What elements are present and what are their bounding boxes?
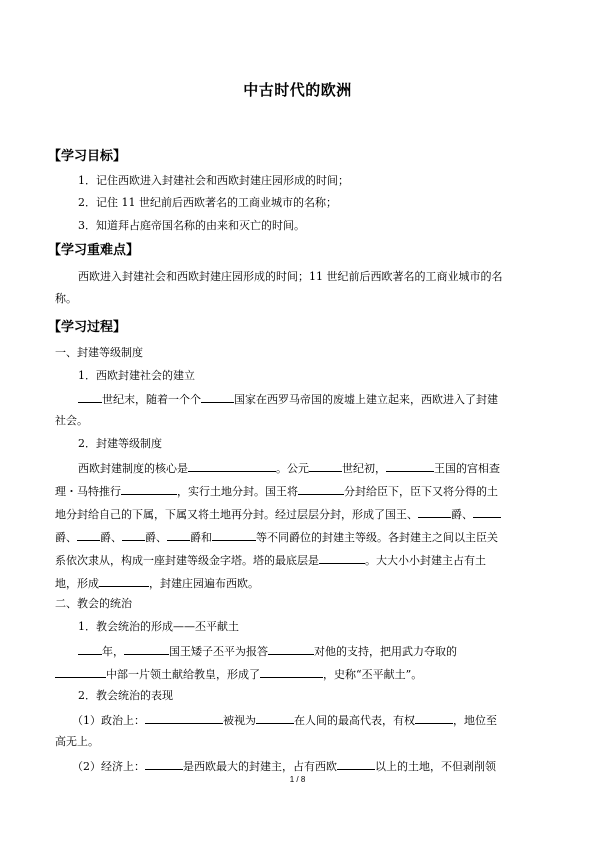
fill-blank[interactable] xyxy=(298,483,344,495)
key-points-line-2: 称。 xyxy=(55,292,77,305)
p2-line-6: 地，形成 ，封建庄园遍布西欧。 xyxy=(55,577,259,590)
p3-line-1: 年， 国王矮子丕平为报答 对他的支持，把用武力夺取的 xyxy=(78,643,457,659)
fill-blank[interactable] xyxy=(256,712,294,724)
fill-blank[interactable] xyxy=(145,712,223,724)
fill-blank[interactable] xyxy=(201,391,234,403)
page-number: 1 / 8 xyxy=(289,775,306,784)
fill-blank[interactable] xyxy=(386,460,434,472)
fill-blank[interactable] xyxy=(415,712,453,724)
fill-blank[interactable] xyxy=(99,575,149,587)
fill-blank[interactable] xyxy=(167,529,190,541)
fill-blank[interactable] xyxy=(418,506,451,518)
part1-title: 一、封建等级制度 xyxy=(55,346,143,359)
fill-blank[interactable] xyxy=(319,552,365,564)
goals-heading: 【学习目标】 xyxy=(48,149,127,164)
p2-line-4: 爵、 爵、 爵、 爵和 等不同爵位的封建主等级。各封建主之间以主臣关 xyxy=(55,531,498,544)
p4-line-2: 高无上。 xyxy=(55,735,99,748)
fill-blank[interactable] xyxy=(145,758,183,770)
p2-line-2: 理・马特推行 ，实行土地分封。国王将 分封给臣下，臣下又将分得的土 xyxy=(55,485,498,498)
p4-line-1: （1）政治上： 被视为 在人间的最高代表，有权 ，地位至 xyxy=(72,714,497,727)
fill-blank[interactable] xyxy=(337,758,375,770)
sub3-title: 1．教会统治的形成——丕平献土 xyxy=(78,620,239,633)
fill-blank[interactable] xyxy=(77,529,100,541)
p3-line-2: 中部一片领土献给教皇，形成了 ，史称“丕平献土”。 xyxy=(55,666,422,682)
fill-blank[interactable] xyxy=(473,506,501,518)
page-title: 中古时代的欧洲 xyxy=(243,81,352,99)
fill-blank[interactable] xyxy=(260,666,323,678)
p2-line-5: 系依次隶从，构成一座封建等级金字塔。塔的最底层是 。大大小小封建主占有土 xyxy=(55,554,486,567)
goal-item-1: 1．记住西欧进入封建社会和西欧封建庄园形成的时间； xyxy=(78,174,349,187)
key-points-line-1: 西欧进入封建社会和西欧封建庄园形成的时间；11 世纪前后西欧著名的工商业城市的名 xyxy=(78,270,503,283)
fill-blank[interactable] xyxy=(188,460,276,472)
sub4-title: 2．教会统治的表现 xyxy=(78,689,173,702)
goal-item-3: 3．知道拜占庭帝国名称的由来和灭亡的时间。 xyxy=(78,219,305,232)
process-heading: 【学习过程】 xyxy=(48,320,127,335)
sub2-title: 2．封建等级制度 xyxy=(78,437,162,450)
fill-blank[interactable] xyxy=(78,391,102,403)
part2-title: 二、教会的统治 xyxy=(55,597,132,610)
fill-blank[interactable] xyxy=(78,643,102,655)
fill-blank[interactable] xyxy=(309,460,342,472)
fill-blank[interactable] xyxy=(268,643,314,655)
fill-blank[interactable] xyxy=(212,529,256,541)
sub1-line-1: 世纪末，随着一个个 国家在西罗马帝国的废墟上建立起来，西欧进入了封建 xyxy=(78,391,498,407)
p2-line-1: 西欧封建制度的核心是 。公元 世纪初， 王国的宫相查 xyxy=(78,462,500,475)
sub1-title: 1．西欧封建社会的建立 xyxy=(78,369,195,382)
goal-item-2: 2．记住 11 世纪前后西欧著名的工商业城市的名称； xyxy=(78,196,337,209)
fill-blank[interactable] xyxy=(122,529,145,541)
fill-blank[interactable] xyxy=(55,666,106,678)
fill-blank[interactable] xyxy=(121,483,177,495)
sub1-line-2: 社会。 xyxy=(55,414,88,427)
key-points-heading: 【学习重难点】 xyxy=(48,243,140,258)
p2-line-3: 地分封给自己的下属，下属又将土地再分封。经过层层分封，形成了国王、 爵、 xyxy=(55,506,501,522)
p5-line-1: （2）经济上： 是西欧最大的封建主，占有西欧 以上的土地，不但剥削领 xyxy=(72,760,496,773)
fill-blank[interactable] xyxy=(124,643,169,655)
